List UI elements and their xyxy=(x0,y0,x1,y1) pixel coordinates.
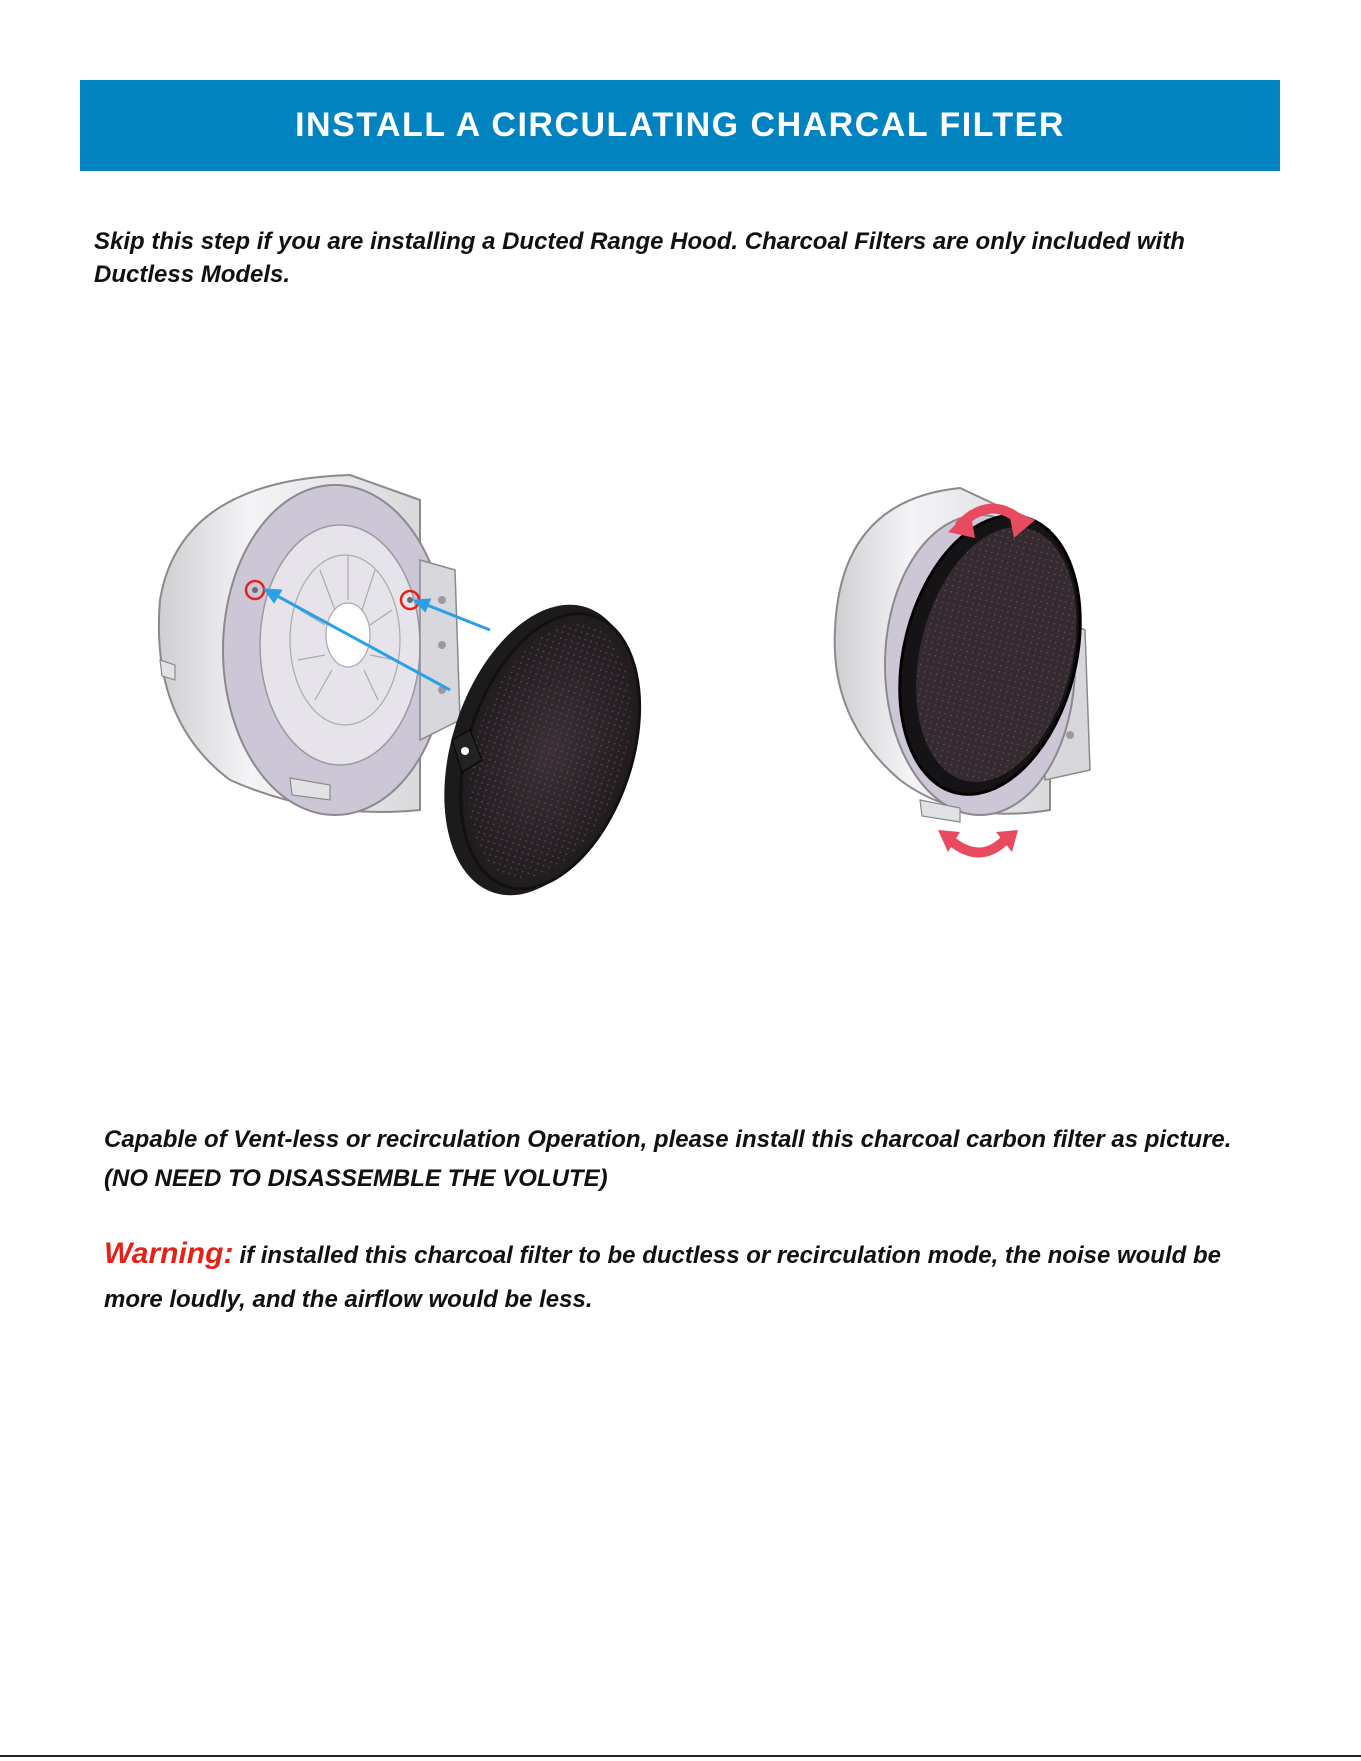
warning-label: Warning: xyxy=(104,1237,234,1270)
filter-attach-illustration xyxy=(120,460,720,910)
footer-rule xyxy=(0,1755,1361,1757)
recirculation-instructions: Capable of Vent-less or recirculation Operation, please install this charcoal carbon filter as picture.(NO NEED TO DISASSEMBLE THE VOLUTE) xyxy=(104,1126,1232,1192)
title-banner xyxy=(80,80,1280,171)
warning-text: if installed this charcoal filter to be ductless or recirculation mode, the noise would be more loudly, and the airflow would be less. xyxy=(104,1242,1221,1313)
page-title: INSTALL A CIRCULATING CHARCAL FILTER xyxy=(295,106,1065,144)
filter-installed-illustration xyxy=(820,480,1200,880)
warning-note xyxy=(104,1232,1264,1322)
intro-note: Skip this step if you are installing a Ducted Range Hood. Charcoal Filters are only included with Ductless Models. xyxy=(94,228,1185,288)
